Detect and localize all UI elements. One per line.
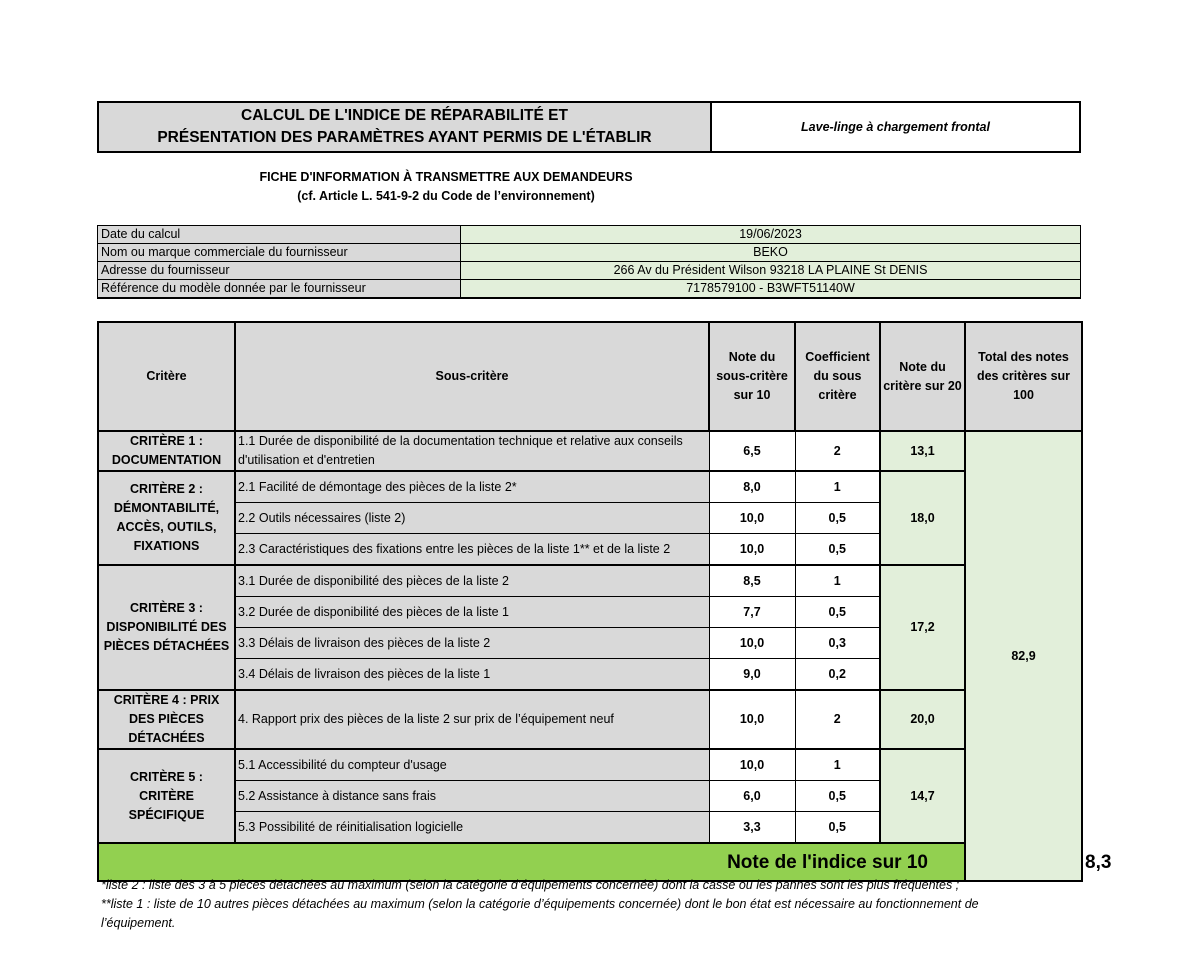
sub-coef: 1: [795, 749, 880, 781]
info-label: Date du calcul: [98, 226, 461, 244]
criterion-name: CRITÈRE 2 : DÉMONTABILITÉ, ACCÈS, OUTILS, FIXATIONS: [98, 471, 235, 565]
fiche-subtitle: [97, 168, 795, 206]
fiche-line-2: (cf. Article L. 541-9-2 du Code de l’environnement): [297, 189, 595, 203]
sub-note: 3,3: [709, 812, 795, 844]
info-label: Adresse du fournisseur: [98, 262, 461, 280]
sub-coef: 0,2: [795, 659, 880, 691]
criterion-name: CRITÈRE 1 : DOCUMENTATION: [98, 431, 235, 471]
col-header-note-critere: Note du critère sur 20: [880, 322, 965, 431]
sub-coef: 1: [795, 565, 880, 597]
sub-criterion: 3.2 Durée de disponibilité des pièces de la liste 1: [235, 597, 709, 628]
total-score: 82,9: [965, 431, 1082, 881]
sub-criterion: 2.2 Outils nécessaires (liste 2): [235, 503, 709, 534]
sub-criterion: 4. Rapport prix des pièces de la liste 2 sur prix de l’équipement neuf: [235, 690, 709, 749]
info-label: Référence du modèle donnée par le fournisseur: [98, 280, 461, 299]
sub-coef: 0,5: [795, 503, 880, 534]
criterion-score: 18,0: [880, 471, 965, 565]
sub-note: 10,0: [709, 503, 795, 534]
product-type: Lave-linge à chargement frontal: [712, 103, 1079, 151]
sub-criterion: 5.3 Possibilité de réinitialisation logicielle: [235, 812, 709, 844]
info-label: Nom ou marque commerciale du fournisseur: [98, 244, 461, 262]
report-title: [99, 103, 712, 151]
info-row: [98, 280, 1081, 299]
fiche-line-1: FICHE D'INFORMATION À TRANSMETTRE AUX DEMANDEURS: [259, 170, 633, 184]
sub-coef: 0,5: [795, 534, 880, 566]
info-value: 19/06/2023: [461, 226, 1081, 244]
supplier-info-table: [97, 225, 1081, 299]
sub-coef: 1: [795, 471, 880, 503]
sub-note: 6,0: [709, 781, 795, 812]
sub-note: 10,0: [709, 690, 795, 749]
sub-note: 10,0: [709, 628, 795, 659]
criterion-name: CRITÈRE 4 : PRIX DES PIÈCES DÉTACHÉES: [98, 690, 235, 749]
footnote-liste-1: **liste 1 : liste de 10 autres pièces détachées au maximum (selon la catégorie d’équipements concernée) dont le bon état est nécessaire au fonctionnement de l’équipement.: [101, 897, 979, 930]
sub-coef: 0,5: [795, 812, 880, 844]
title-line-1: CALCUL DE L'INDICE DE RÉPARABILITÉ ET: [241, 107, 568, 124]
sub-coef: 0,5: [795, 781, 880, 812]
col-header-critere: Critère: [98, 322, 235, 431]
sub-criterion: 5.2 Assistance à distance sans frais: [235, 781, 709, 812]
sub-coef: 2: [795, 431, 880, 471]
repairability-table: [97, 321, 1112, 882]
sub-criterion: 3.4 Délais de livraison des pièces de la liste 1: [235, 659, 709, 691]
info-row: [98, 226, 1081, 244]
header-row: [98, 322, 1082, 431]
table-row: [98, 690, 1082, 749]
criterion-score: 13,1: [880, 431, 965, 471]
sub-note: 9,0: [709, 659, 795, 691]
table-row: [98, 565, 1082, 597]
criterion-score: 17,2: [880, 565, 965, 690]
sub-criterion: 1.1 Durée de disponibilité de la documentation technique et relative aux conseils d'utilisation et d'entretien: [235, 431, 709, 471]
table-row: [98, 749, 1082, 781]
info-value: BEKO: [461, 244, 1081, 262]
final-label: Note de l'indice sur 10: [98, 843, 965, 881]
criterion-score: 20,0: [880, 690, 965, 749]
sub-criterion: 5.1 Accessibilité du compteur d'usage: [235, 749, 709, 781]
info-row: [98, 262, 1081, 280]
footnote-liste-2: *liste 2 : liste des 3 à 5 pièces détachées au maximum (selon la catégorie d’équipements concernée) dont la casse ou les pannes sont les plus fréquentes ;: [101, 878, 960, 892]
col-header-sous-critere: Sous-critère: [235, 322, 709, 431]
sub-note: 10,0: [709, 749, 795, 781]
col-header-total: Total des notes des critères sur 100: [965, 322, 1082, 431]
sub-note: 7,7: [709, 597, 795, 628]
report-header: [97, 101, 1081, 153]
final-row: Note de l'indice sur 10 8,3: [98, 843, 1082, 881]
sub-coef: 0,3: [795, 628, 880, 659]
info-row: [98, 244, 1081, 262]
sub-criterion: 2.1 Facilité de démontage des pièces de la liste 2*: [235, 471, 709, 503]
footnotes: [101, 876, 1041, 933]
sub-criterion: 3.3 Délais de livraison des pièces de la liste 2: [235, 628, 709, 659]
criterion-name: CRITÈRE 3 : DISPONIBILITÉ DES PIÈCES DÉTACHÉES: [98, 565, 235, 690]
sub-note: 6,5: [709, 431, 795, 471]
col-header-coef: Coefficient du sous critère: [795, 322, 880, 431]
sub-coef: 2: [795, 690, 880, 749]
table-row: [98, 471, 1082, 503]
info-value: 266 Av du Président Wilson 93218 LA PLAINE St DENIS: [461, 262, 1081, 280]
table-row: [98, 431, 1082, 471]
sub-note: 8,5: [709, 565, 795, 597]
criterion-score: 14,7: [880, 749, 965, 843]
col-header-note-sous: Note du sous-critère sur 10: [709, 322, 795, 431]
info-value: 7178579100 - B3WFT51140W: [461, 280, 1081, 299]
title-line-2: PRÉSENTATION DES PARAMÈTRES AYANT PERMIS DE L'ÉTABLIR: [157, 129, 652, 146]
sub-criterion: 2.3 Caractéristiques des fixations entre les pièces de la liste 1** et de la liste 2: [235, 534, 709, 566]
sub-note: 8,0: [709, 471, 795, 503]
sub-criterion: 3.1 Durée de disponibilité des pièces de la liste 2: [235, 565, 709, 597]
sub-note: 10,0: [709, 534, 795, 566]
sub-coef: 0,5: [795, 597, 880, 628]
criterion-name: CRITÈRE 5 : CRITÈRE SPÉCIFIQUE: [98, 749, 235, 843]
